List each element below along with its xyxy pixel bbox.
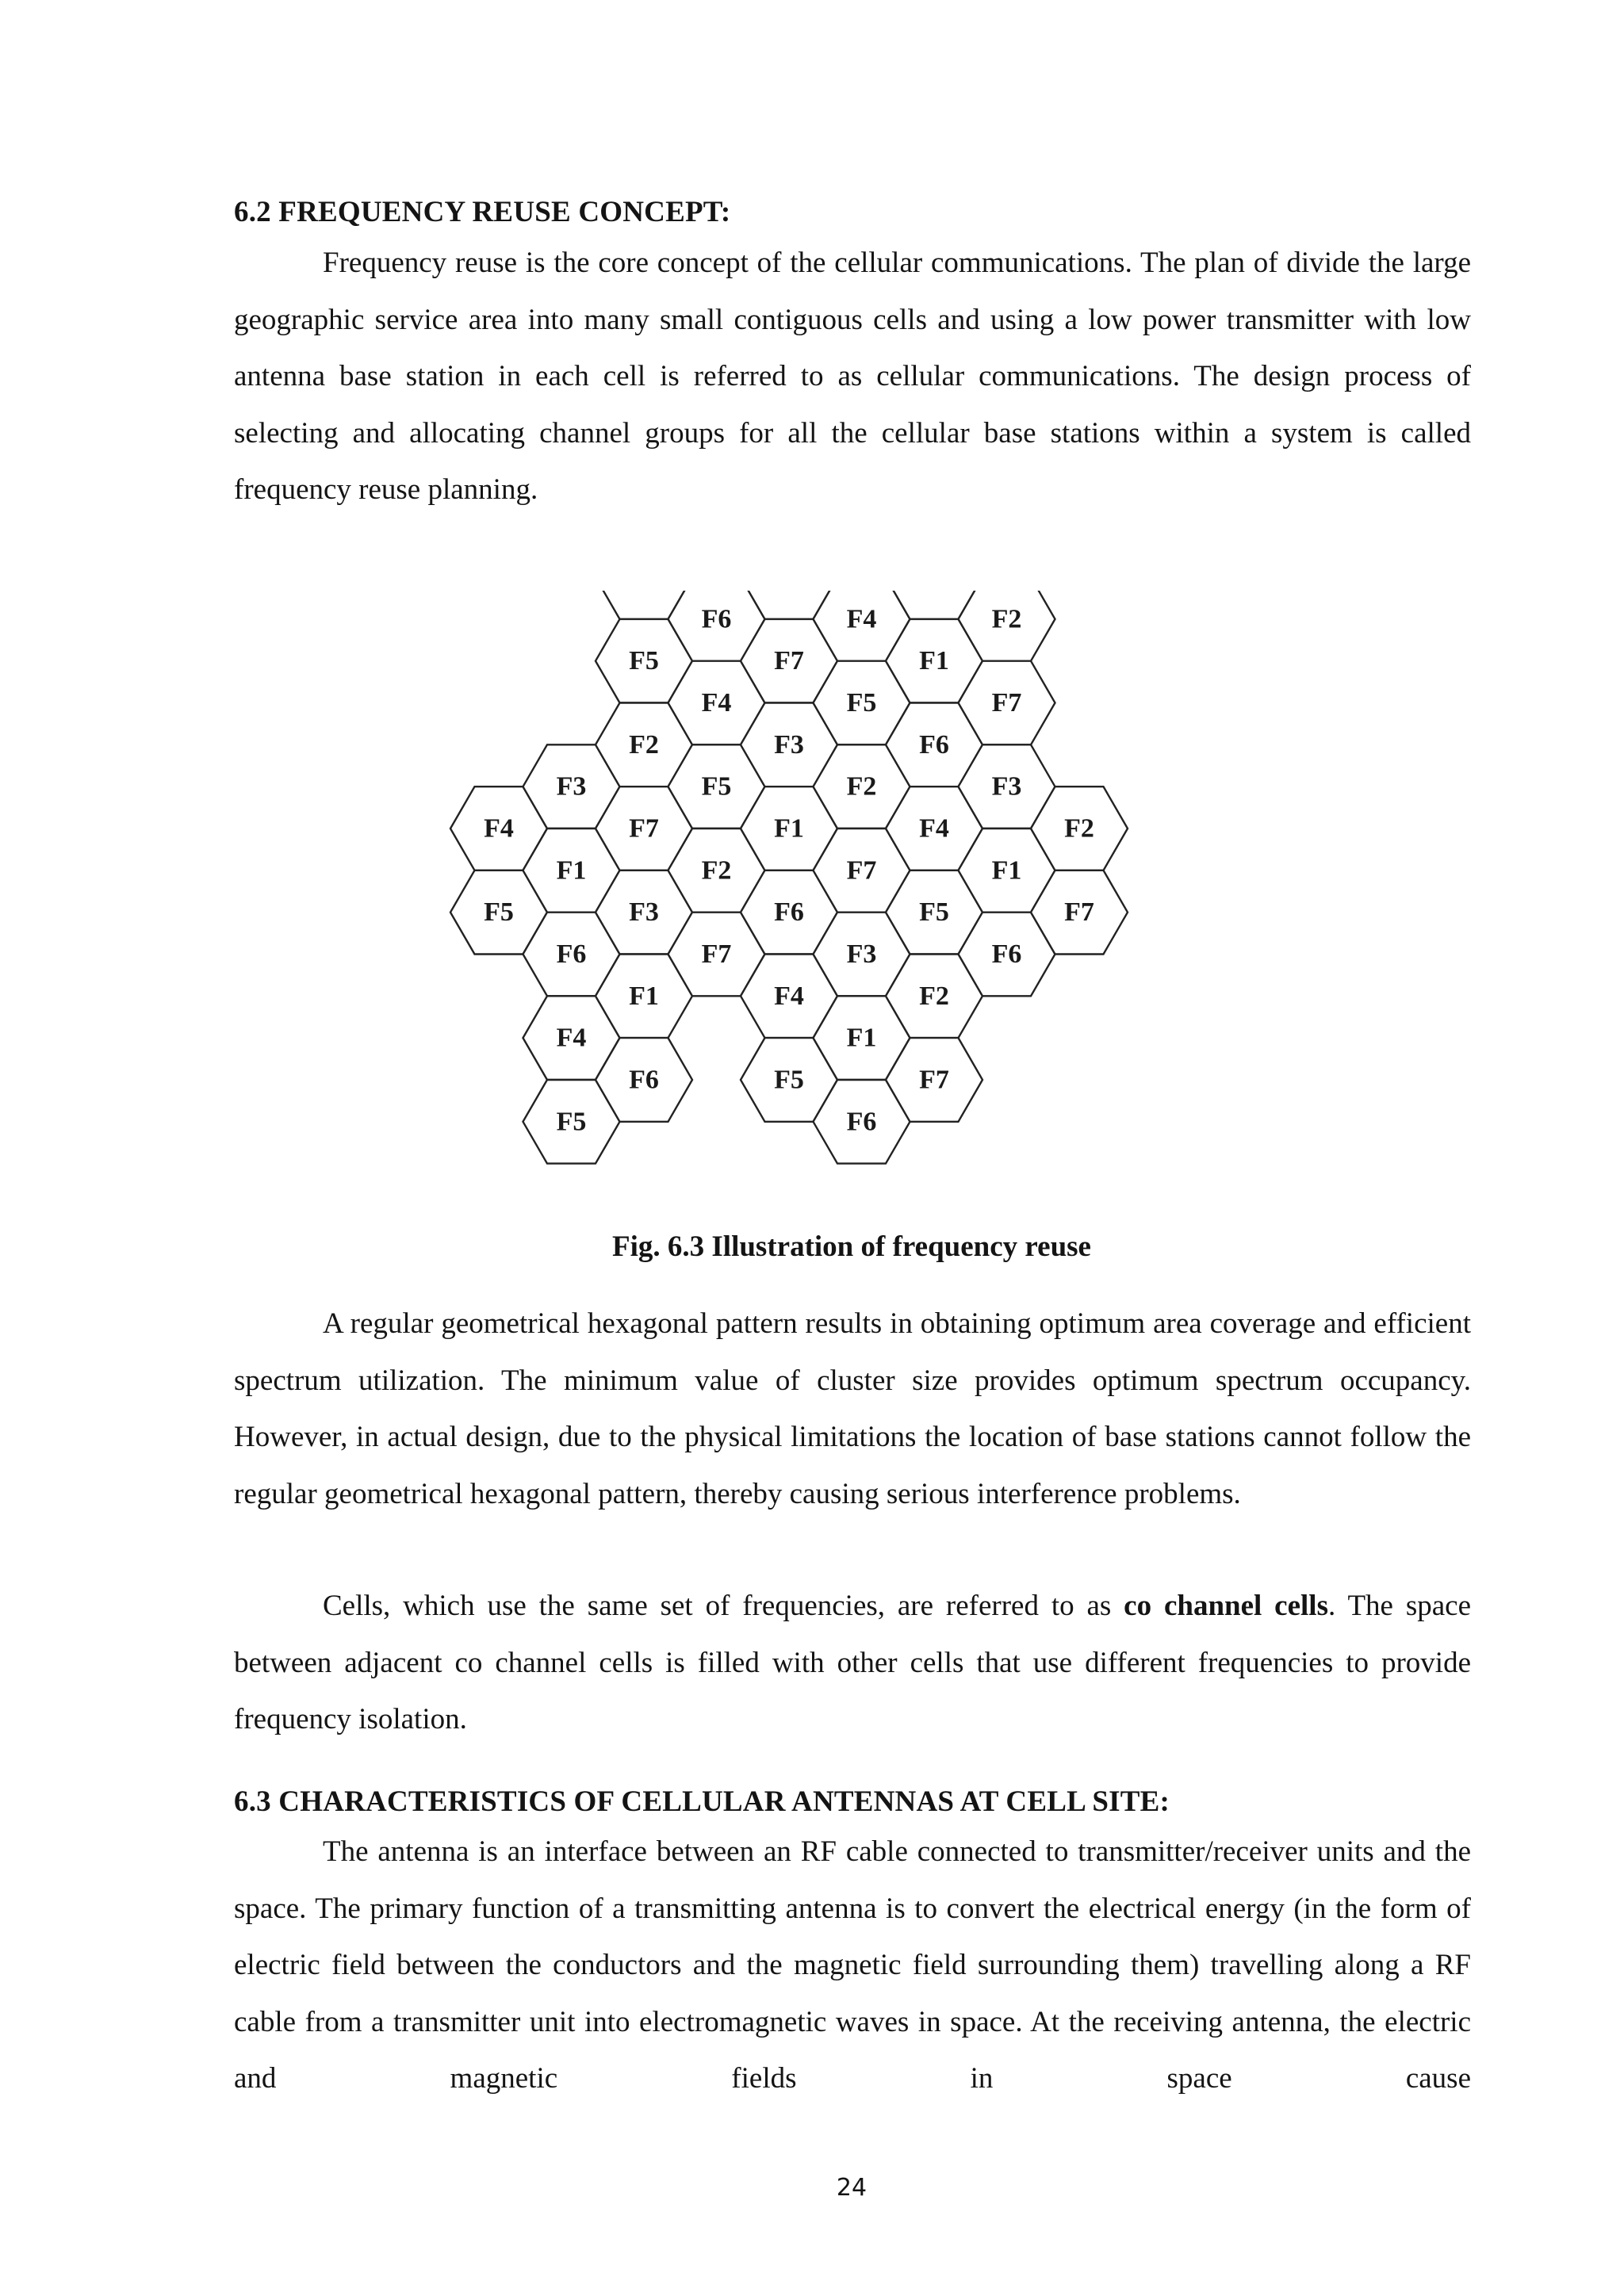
hex-cell-label: F4: [774, 981, 804, 1011]
paragraph-co-channel-cells: [234, 1578, 1471, 1748]
hex-cell-label: F3: [556, 771, 587, 802]
hex-cell-label: [919, 591, 949, 592]
hex-cell-label: F7: [701, 939, 732, 969]
co-channel-cells-term: co channel cells: [1124, 1590, 1328, 1622]
hex-cell-label: F7: [919, 1065, 949, 1095]
hex-cell-label: F7: [1064, 897, 1094, 928]
hex-cell-label: [774, 591, 804, 592]
hex-cell-label: F5: [919, 897, 949, 928]
hex-cell-label: F6: [629, 1065, 659, 1095]
co-channel-text-before: Cells, which use the same set of frequencies, are referred to as: [323, 1590, 1124, 1622]
co-channel-text-after: . The space between adjacent co channel cells is filled with other cells that use different frequencies to provide frequency isolation.: [234, 1590, 1472, 1735]
hex-cell-label: F6: [991, 939, 1022, 969]
hex-cell-label: F1: [991, 855, 1022, 886]
hex-cell-label: F2: [629, 729, 659, 760]
section-heading-6-2: 6.2 FREQUENCY REUSE CONCEPT:: [234, 196, 731, 228]
hex-cell-label: F7: [629, 813, 659, 844]
hex-cell-label: F2: [1064, 813, 1094, 844]
hex-cell-label: F5: [846, 688, 877, 718]
paragraph-frequency-reuse: Frequency reuse is the core concept of the cellular communications. The plan of divide the large geographic service area into many small contiguous cells and using a low power transmitter with low antenna base station in each cell is referred to as cellular communications. The design process of selecting and allocating channel groups for all the cellular base stations within a system is called frequency reuse planning.: [234, 247, 1471, 506]
hex-cell-label: F7: [991, 688, 1022, 718]
paragraph-cellular-antennas: The antenna is an interface between an RF cable connected to transmitter/receiver units and the space. The primary function of a transmitting antenna is to convert the electrical energy (in the form of electric field between the conductors and the magnetic field surrounding them) travelling along a RF cable from a transmitter unit into electromagnetic waves in space. At the receiving antenna, the electric and magnetic fields in space cause: [234, 1835, 1471, 2095]
hex-cell-label: F6: [774, 897, 804, 928]
hex-cell-label: F2: [846, 771, 877, 802]
hex-cell-label: F1: [629, 981, 659, 1011]
hex-cell-label: F5: [774, 1065, 804, 1095]
hex-cell-label: F3: [774, 729, 804, 760]
hex-cell-label: F2: [991, 604, 1022, 634]
hex-cell-label: F7: [774, 646, 804, 676]
hex-cell-label: F1: [774, 813, 804, 844]
hex-cell-label: F1: [919, 646, 949, 676]
hex-cell-label: F5: [701, 771, 732, 802]
hex-cell-label: F3: [629, 897, 659, 928]
figure-caption: Fig. 6.3 Illustration of frequency reuse: [612, 1230, 1091, 1263]
hex-cell-label: F3: [991, 771, 1022, 802]
paragraph-hexagonal-pattern: A regular geometrical hexagonal pattern results in obtaining optimum area coverage and efficient spectrum utilization. The minimum value of cluster size provides optimum spectrum occupancy. However, in actual design, due to the physical limitations the location of base stations cannot follow the regular geometrical hexagonal pattern, thereby causing serious interference problems.: [234, 1307, 1471, 1510]
hex-cell-label: F4: [919, 813, 949, 844]
hex-cell-label: F4: [484, 813, 514, 844]
hex-cell-label: F5: [484, 897, 514, 928]
hex-cell-label: F6: [556, 939, 587, 969]
hex-cell-label: F2: [919, 981, 949, 1011]
hex-cell-label: F4: [701, 688, 732, 718]
hex-cell-label: F6: [919, 729, 949, 760]
hex-cell-label: F5: [556, 1107, 587, 1137]
hex-cell-label: [629, 591, 659, 592]
hex-cell-label: F6: [846, 1107, 877, 1137]
hex-cell-label: F1: [846, 1023, 877, 1053]
hex-cell-label: F3: [846, 939, 877, 969]
frequency-reuse-hexagon-diagram: [444, 591, 1237, 1201]
hex-cell-label: F4: [556, 1023, 587, 1053]
page-number: 24: [836, 2174, 868, 2202]
hex-cell-label: F7: [846, 855, 877, 886]
hex-cell-label: F6: [701, 604, 732, 634]
hex-cell-label: F4: [846, 604, 877, 634]
hex-cell-label: F1: [556, 855, 587, 886]
section-heading-6-3: 6.3 CHARACTERISTICS OF CELLULAR ANTENNAS AT CELL SITE:: [234, 1785, 1170, 1818]
hex-cell-label: F5: [629, 646, 659, 676]
hex-cell-label: F2: [701, 855, 732, 886]
